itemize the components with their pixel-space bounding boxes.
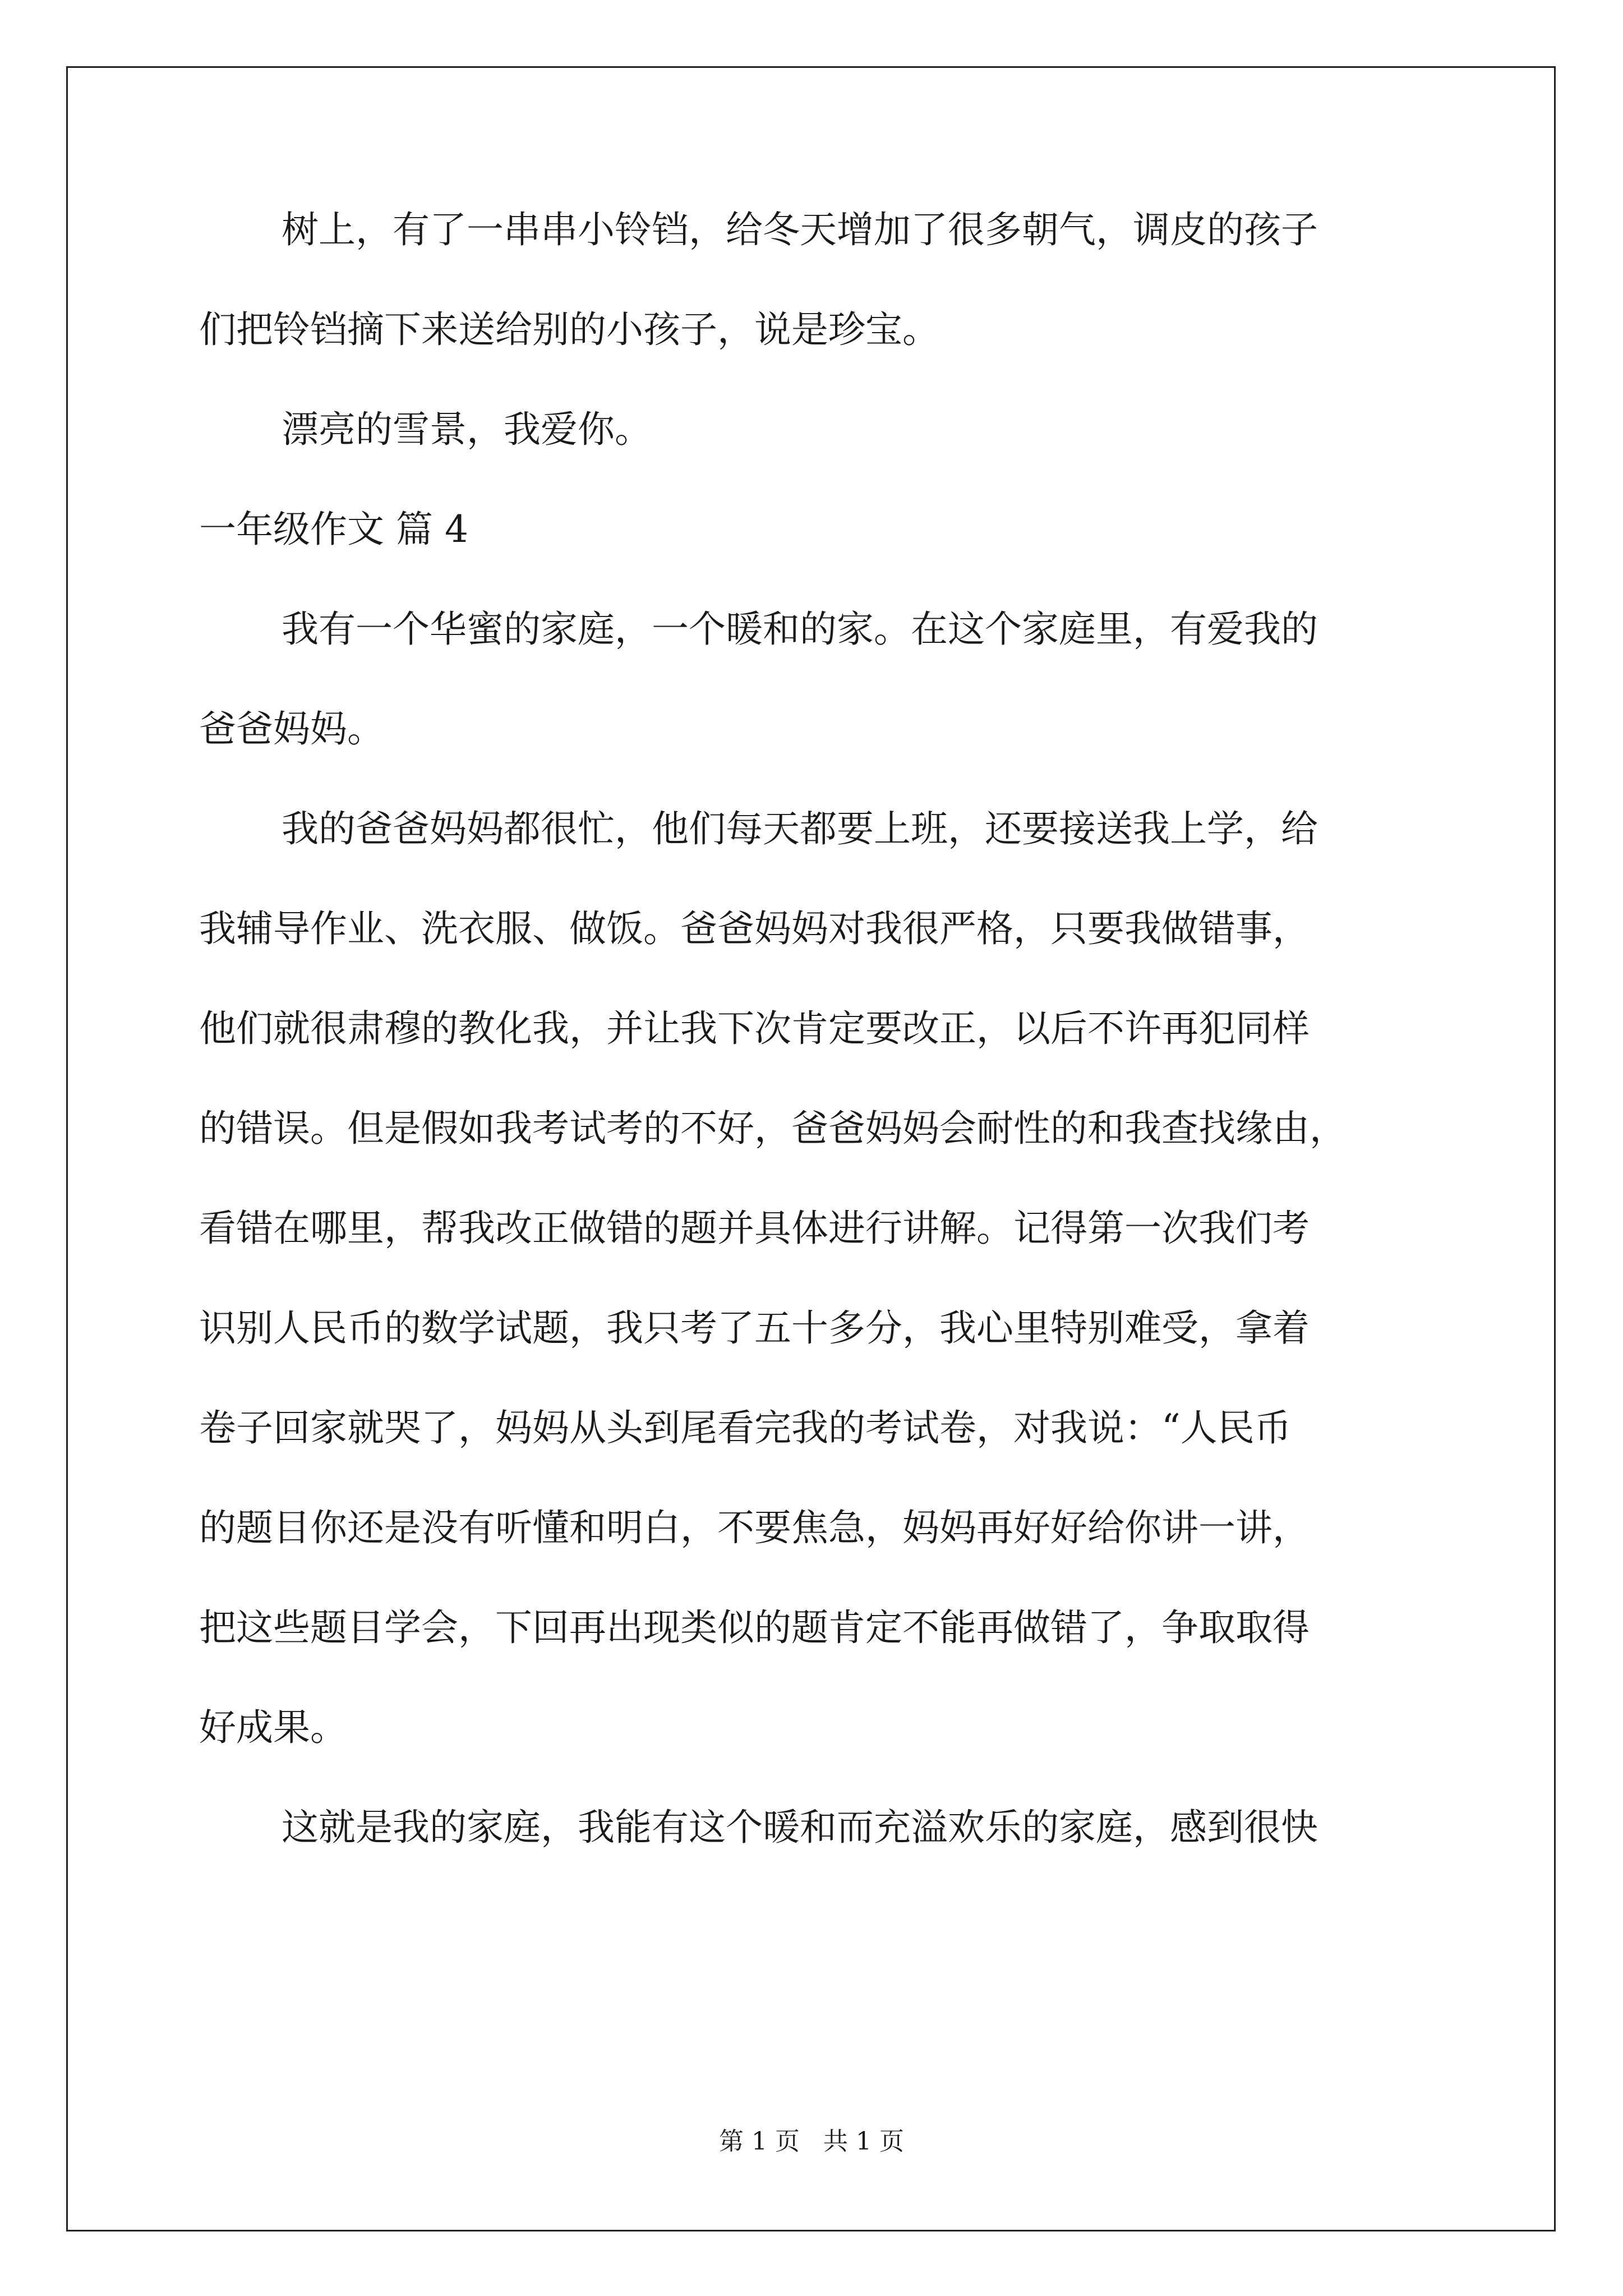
paragraph-line: 这就是我的家庭，我能有这个暖和而充溢欢乐的家庭，感到很快: [282, 1806, 1318, 1849]
paragraph-line: 的错误。但是假如我考试考的不好，爸爸妈妈会耐性的和我查找缘由，: [199, 1107, 1347, 1150]
paragraph-line: 我的爸爸妈妈都很忙，他们每天都要上班，还要接送我上学，给: [282, 807, 1318, 850]
paragraph-line: 爸爸妈妈。: [199, 707, 384, 751]
paragraph-line: 我辅导作业、洗衣服、做饭。爸爸妈妈对我很严格，只要我做错事，: [199, 907, 1310, 950]
paragraph-line: 好成果。: [199, 1706, 347, 1749]
paragraph-line: 他们就很肃穆的教化我，并让我下次肯定要改正，以后不许再犯同样: [199, 1007, 1310, 1050]
paragraph-line: 识别人民币的数学试题，我只考了五十多分，我心里特别难受，拿着: [199, 1306, 1310, 1350]
section-heading: 一年级作文 篇 4: [199, 508, 468, 551]
paragraph-line: 我有一个华蜜的家庭，一个暖和的家。在这个家庭里，有爱我的: [282, 608, 1318, 651]
paragraph-line: 看错在哪里，帮我改正做错的题并具体进行讲解。记得第一次我们考: [199, 1207, 1310, 1250]
paragraph-line: 漂亮的雪景，我爱你。: [282, 408, 652, 451]
paragraph-line: 卷子回家就哭了，妈妈从头到尾看完我的考试卷，对我说：“人民币: [199, 1406, 1292, 1450]
paragraph-line: 把这些题目学会，下回再出现类似的题肯定不能再做错了，争取取得: [199, 1606, 1310, 1649]
page-number-footer: 第 1 页 共 1 页: [719, 2127, 904, 2156]
paragraph-line: 的题目你还是没有听懂和明白，不要焦急，妈妈再好好给你讲一讲，: [199, 1506, 1310, 1549]
paragraph-line: 们把铃铛摘下来送给别的小孩子，说是珍宝。: [199, 308, 939, 351]
paragraph-line: 树上，有了一串串小铃铛，给冬天增加了很多朝气，调皮的孩子: [282, 208, 1318, 251]
